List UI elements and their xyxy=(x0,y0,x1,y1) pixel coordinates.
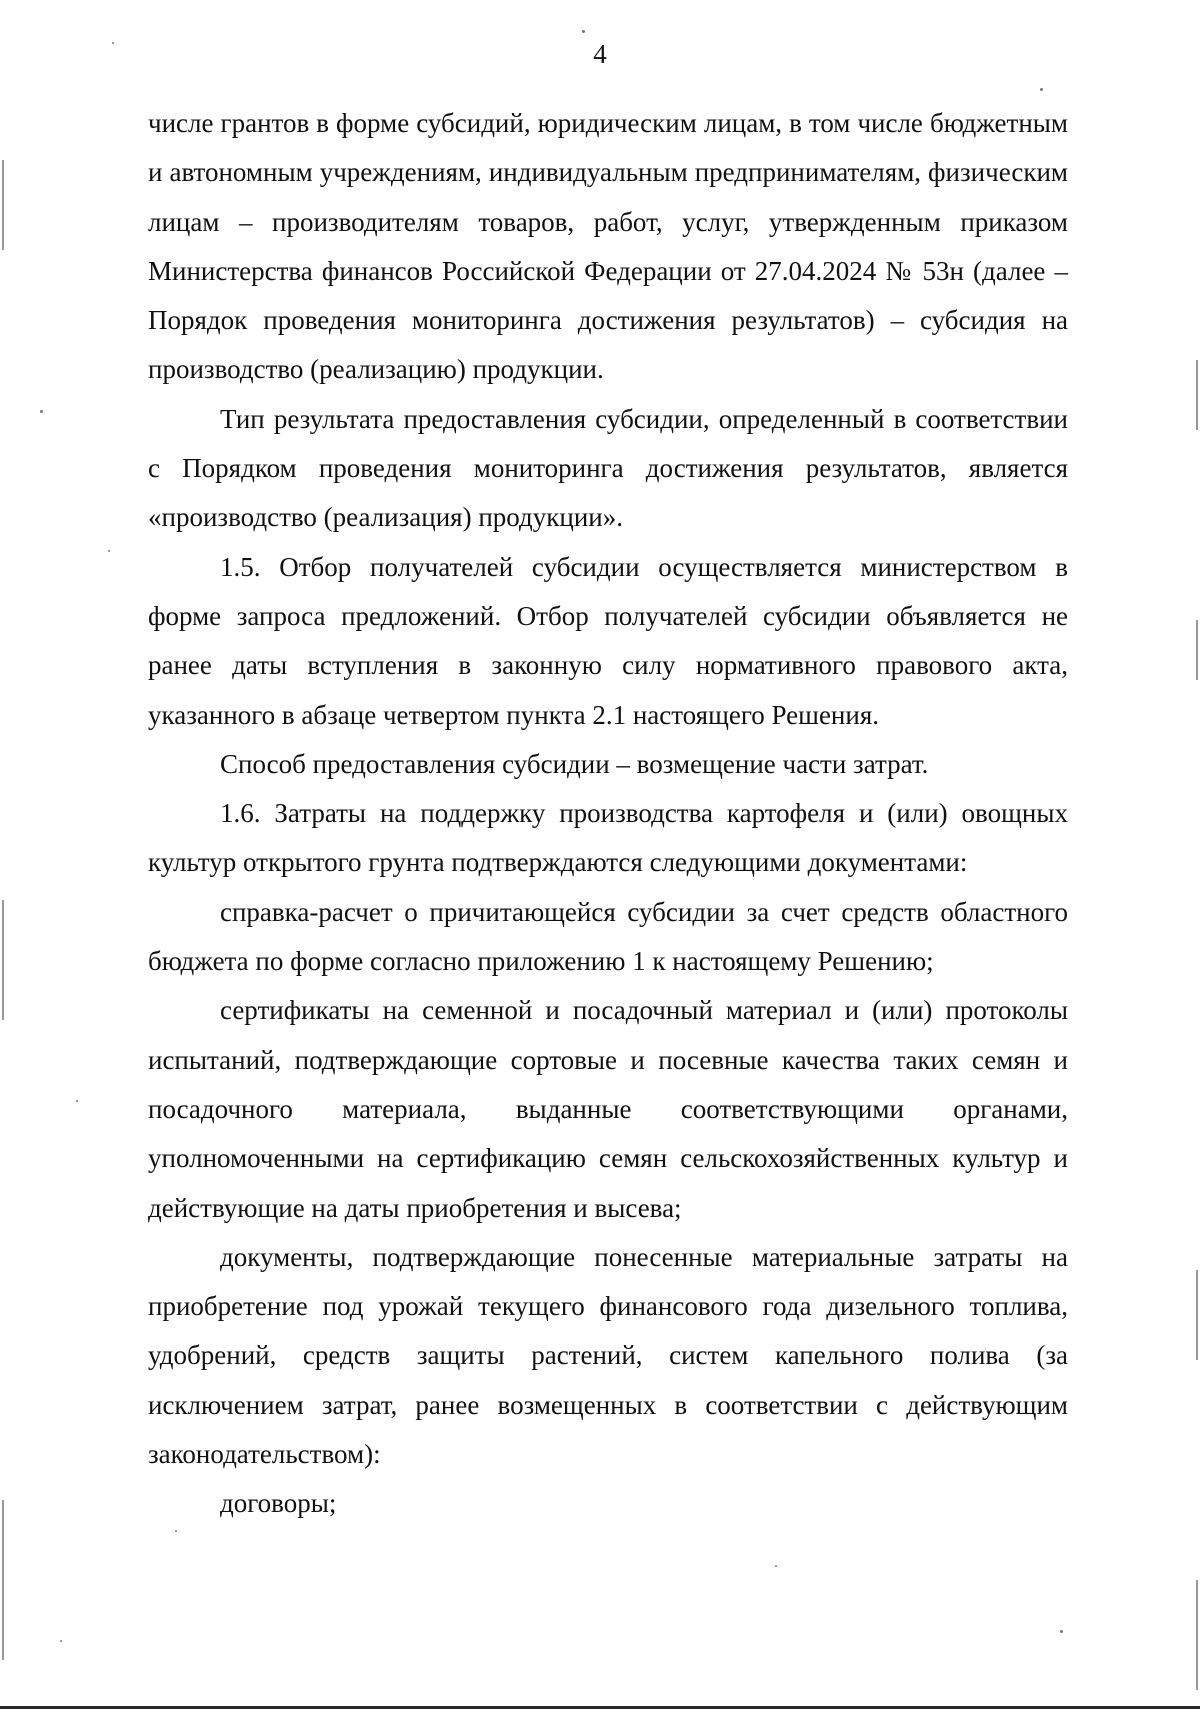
scan-speck xyxy=(112,42,114,44)
page-number: 4 xyxy=(593,39,607,69)
scan-speck xyxy=(1060,1630,1063,1633)
scan-edge-artifact xyxy=(1196,620,1198,680)
paragraph-result-type: Тип результата предоставления субсидии, определенный в соответствии с Порядком проведения мониторинга достижения результатов, является «производство (реализация) продукции». xyxy=(148,403,1068,533)
scan-speck xyxy=(175,1530,177,1532)
scan-speck xyxy=(582,30,585,33)
paragraph-subsidy-method: Способ предоставления субсидии – возмещение части затрат. xyxy=(220,748,929,779)
scan-edge-artifact xyxy=(2,1500,4,1660)
scan-edge-artifact xyxy=(2,900,4,1020)
paragraph-contracts: договоры; xyxy=(220,1488,337,1519)
scan-speck xyxy=(40,410,43,413)
document-body xyxy=(148,99,1068,1529)
paragraph-cost-documents: документы, подтверждающие понесенные материальные затраты на приобретение под урожай текущего финансового года дизельного топлива, удобрений, средств защиты растений, систем капельного полива (за исключением затрат, ранее возмещенных в соответствии с действующим законодательством): xyxy=(148,1241,1068,1470)
scan-speck xyxy=(60,1640,62,1642)
paragraph-calculation-certificate: справка-расчет о причитающейся субсидии за счет средств областного бюджета по форме согласно приложению 1 к настоящему Решению; xyxy=(148,896,1068,977)
paragraph-1-6: 1.6. Затраты на поддержку производства картофеля и (или) овощных культур открытого грунта подтверждаются следующими документами: xyxy=(148,798,1068,878)
scan-speck xyxy=(1040,88,1043,91)
paragraph-1-5: 1.5. Отбор получателей субсидии осуществляется министерством в форме запроса предложений. Отбор получателей субсидии объявляется не ранее даты вступления в законную силу нормативного правового акта, указанного в абзаце четвертом пункта 2.1 настоящего Решения. xyxy=(148,551,1068,730)
scan-edge-artifact xyxy=(1196,1580,1198,1690)
scan-edge-artifact xyxy=(1196,1270,1198,1360)
scan-speck xyxy=(775,1565,777,1567)
scan-edge-artifact xyxy=(1196,360,1198,430)
paragraph-seed-certificates: сертификаты на семенной и посадочный материал и (или) протоколы испытаний, подтверждающие сортовые и посевные качества таких семян и посадочного материала, выданные соответствующими органами, уполномоченными на сертификацию семян сельскохозяйственных культур и действующие на даты приобретения и высева; xyxy=(148,995,1068,1223)
scan-edge-artifact xyxy=(2,160,4,250)
scan-speck xyxy=(76,1100,78,1102)
scan-speck xyxy=(108,550,110,552)
paragraph-continuation: числе грантов в форме субсидий, юридическим лицам, в том числе бюджетным и автономным учреждениям, индивидуальным предпринимателям, физическим лицам – производителям товаров, работ, услуг, утвержденным приказом Министерства финансов Российской Федерации от 27.04.2024 № 53н (далее – Порядок проведения мониторинга достижения результатов) – субсидия на производство (реализацию) продукции. xyxy=(148,108,1068,385)
